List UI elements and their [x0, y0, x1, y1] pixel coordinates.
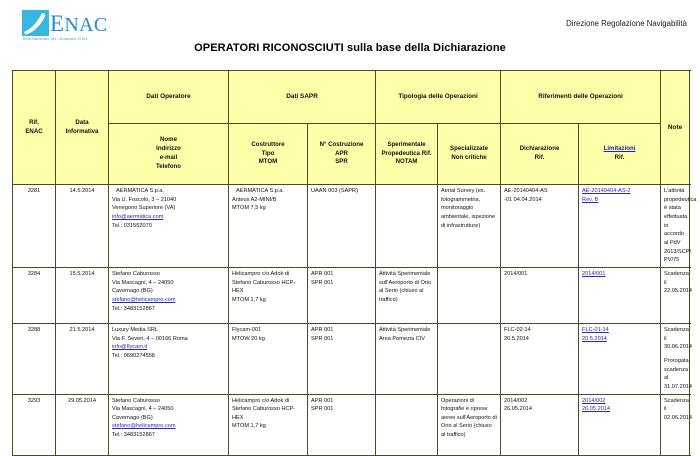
cell-limitazioni: [579, 185, 661, 268]
header-specializzate-line1: Specializzate: [450, 145, 488, 153]
header-n-costruzione-line3: SPR: [335, 158, 348, 166]
n-costruzione-line2: SPR 001: [311, 335, 334, 342]
operator-phone: Tel.: 0690274558: [112, 352, 155, 359]
n-costruzione-line2: SPR 001: [311, 279, 334, 286]
sapr-manufacturer: AERMATICA S.p.a.: [236, 188, 285, 194]
header-rif-enac-line2: ENAC: [25, 127, 43, 135]
cell-sperimentale: Attività Sperimentale sull'Aeroporto di Orio al Serio (chiuso al traffico): [376, 267, 438, 323]
header-specializzate-line2: Non critiche: [451, 154, 487, 161]
operator-phone: Tel.: 031552070: [112, 222, 152, 229]
enac-logo-rest: NAC: [64, 14, 108, 36]
note-line2: 30.06.2014: [664, 344, 693, 351]
limitazioni-link-line1[interactable]: AE-20140404-AS-2: [582, 188, 631, 194]
limitazioni-link-line2[interactable]: 26.05.2014: [582, 406, 611, 413]
header-costruttore-line1: Costruttore: [251, 140, 285, 148]
cell-rif-enac: 3284: [13, 267, 56, 323]
cell-n-costruzione: [308, 185, 376, 268]
cell-note: [661, 323, 693, 394]
header-email: e-mail: [159, 154, 178, 161]
cell-specializzate: [438, 267, 501, 323]
operator-address-line1: Via Mascagni, 4 – 24050: [112, 406, 174, 413]
header-group-dati-sapr: Dati SAPR: [229, 71, 376, 124]
cell-n-costruzione: [308, 323, 376, 394]
operator-address-line1: Via U. Foscolo, 3 – 21040: [112, 196, 177, 203]
cell-dichiarazione: [501, 185, 579, 268]
n-costruzione-line1: APR 001: [311, 397, 334, 404]
cell-specializzate: [438, 323, 501, 394]
operator-name: Stefano Caburosso: [112, 270, 160, 277]
cell-rif-enac: 3293: [13, 394, 56, 455]
header-dichiarazione: [501, 124, 579, 185]
sapr-type: Anteos A2-MINI/B: [232, 196, 277, 203]
operator-name: Stefano Caburosso: [112, 397, 160, 404]
header-rif-enac: [13, 71, 56, 185]
n-costruzione-line1: APR 001: [311, 270, 334, 277]
cell-specializzate: Aerial Survey (es. fotogrammetria, monitoraggio ambientale, ispezione di infrastrutture): [438, 185, 501, 268]
operator-email-link[interactable]: info@flycam.it: [112, 344, 148, 351]
dichiarazione-line1: 2014/002: [504, 397, 528, 404]
header-limitazioni-line2: Rif.: [614, 154, 625, 161]
operator-address-line1: Via Mascagni, 4 – 24050: [112, 279, 174, 286]
dichiarazione-line1: AE-20140404-AS: [504, 188, 548, 194]
sapr-mtom: MTOM 1,7 kg: [232, 423, 266, 430]
cell-limitazioni: [579, 267, 661, 323]
header-group-tipologia: Tipologia delle Operazioni: [376, 71, 501, 124]
limitazioni-link-line1[interactable]: 2014/002: [582, 397, 606, 404]
header-n-costruzione: [308, 124, 376, 185]
header-group-dati-operatore: Dati Operatore: [109, 71, 229, 124]
dichiarazione-line2: 20.5.2014: [504, 335, 529, 342]
dichiarazione-line1: 2014/001: [504, 270, 528, 277]
cell-operatore: [109, 185, 229, 268]
limitazioni-link-line2[interactable]: Rev. B: [582, 196, 599, 203]
cell-note: L'attività propedeutica è stata effettuata in accordo al PdV 2013/SCP/ PV/75: [661, 185, 690, 268]
note-line1: Scadenza il: [664, 326, 689, 342]
header-limitazioni-link[interactable]: Limitazioni: [603, 145, 636, 153]
header-sperimentale-line2: Propedeutica Rif.: [381, 149, 432, 157]
n-costruzione-line2: SPR 001: [311, 406, 334, 413]
note-line4: al 31.07.2014: [664, 375, 693, 390]
operator-phone: Tel.: 3483152867: [112, 305, 155, 312]
cell-dichiarazione: [501, 267, 579, 323]
enac-logo-mark-icon: [22, 10, 49, 36]
cell-data-informativa: 21.5.2014: [56, 323, 109, 394]
cell-rif-enac: 3281: [13, 185, 56, 268]
enac-logo-initial: E: [50, 11, 65, 36]
operators-table: [12, 70, 697, 456]
sapr-mtom: MTOM 7,5 kg: [232, 205, 266, 212]
header-group-riferimenti: Riferimenti delle Operazioni: [501, 71, 661, 124]
header-data-informativa-line1: Data: [75, 118, 89, 126]
cell-data-informativa: 14.5.2014: [56, 185, 109, 268]
operator-address-line2: Cavernago (BG): [112, 288, 153, 295]
n-costruzione-line1: UAAN 003 (SAPR): [311, 188, 358, 194]
cell-data-informativa: 29.05.2014: [56, 394, 109, 455]
header-costruttore-line2: Tipo: [261, 149, 275, 157]
table-header-sub-row: [13, 124, 690, 185]
operator-address-line2: Venegono Superiore (VA): [112, 205, 176, 212]
operator-name: AERMATICA S.p.a.: [116, 188, 165, 194]
sapr-manufacturer: Helicampro c/o Adok di: [232, 270, 290, 277]
dichiarazione-line1: FLC-02-14: [504, 326, 531, 333]
sapr-manufacturer: Helicampro c/o Adok di: [232, 397, 290, 404]
cell-operatore: [109, 267, 229, 323]
sapr-type: Stefano Caburosso HCP-HEX: [232, 279, 296, 295]
header-nome-indirizzo-email-telefono: [109, 124, 229, 185]
cell-sapr: [229, 323, 308, 394]
cell-note: Scadenza il 02.06.2014: [661, 394, 690, 455]
enac-logo-subtitle: Ente Nazionale per l'Aviazione Civile: [23, 37, 88, 41]
limitazioni-link-line1[interactable]: FLC-01-14: [582, 326, 609, 333]
header-note: Note: [661, 71, 690, 185]
cell-data-informativa: 15.5.2014: [56, 267, 109, 323]
operator-email-link[interactable]: stefano@helicampro.com: [112, 423, 176, 430]
cell-sapr: [229, 267, 308, 323]
operator-phone: Tel.: 3483152867: [112, 432, 155, 439]
header-dichiarazione-line2: Rif.: [534, 154, 545, 161]
operator-email-link[interactable]: info@aermatica.com: [112, 213, 164, 220]
cell-rif-enac: 3288: [13, 323, 56, 394]
limitazioni-link-line2[interactable]: 20.5.2014: [582, 335, 607, 342]
operator-address-line2: Cavernago (BG): [112, 414, 153, 421]
page-title: OPERATORI RICONOSCIUTI sulla base della Dichiarazione: [194, 42, 506, 54]
operators-table-container: [12, 70, 697, 456]
department-title: Direzione Regolazione Navigabilità: [566, 19, 687, 28]
sapr-mtom: MTOM 1,7 kg: [232, 296, 266, 303]
limitazioni-link-line1[interactable]: 2014/001: [582, 270, 606, 277]
cell-specializzate: Operazioni di fotografie e riprese aeree sull'Aeroporto di Orio al Serio (chiuso al traffico): [438, 394, 501, 455]
n-costruzione-line1: APR 001: [311, 326, 334, 333]
cell-dichiarazione: [501, 323, 579, 394]
page-header: [0, 0, 700, 41]
operator-address-line1: Via F. Severi, 4 – 00166 Roma: [112, 335, 188, 342]
header-data-informativa-line2: Informativa: [65, 127, 99, 135]
header-dichiarazione-line1: Dichiarazione: [519, 145, 560, 153]
cell-note: Scadenza il 22.05.2014: [661, 267, 690, 323]
header-sperimentale-line1: Sperimentale: [387, 140, 426, 148]
table-row: [13, 323, 690, 394]
header-specializzate: [438, 124, 501, 185]
cell-sperimentale: Attività Sperimentale Area Pomezia CIV: [376, 323, 438, 394]
header-indirizzo: Indirizzo: [156, 145, 181, 153]
cell-sapr: [229, 185, 308, 268]
cell-operatore: [109, 323, 229, 394]
header-n-costruzione-line2: APR: [335, 149, 348, 157]
operator-email-link[interactable]: stefano@helicampro.com: [112, 296, 176, 303]
table-header-group-row: [13, 71, 690, 124]
header-sperimentale: [376, 124, 438, 185]
cell-limitazioni: [579, 323, 661, 394]
header-data-informativa: [56, 71, 109, 185]
sapr-type: Stefano Caburosso HCP-HEX: [232, 406, 296, 421]
header-nome: Nome: [160, 136, 177, 144]
header-telefono: Telefono: [156, 162, 181, 170]
header-rif-enac-line1: Rif.: [29, 118, 39, 126]
note-line3: Prorogata scadenza: [664, 357, 689, 373]
header-costruttore-line3: MTOM: [258, 158, 278, 166]
dichiarazione-line2: -01 04.04.2014: [504, 196, 542, 203]
enac-logo: [22, 10, 122, 42]
header-sperimentale-line3: NOTAM: [395, 158, 418, 166]
table-row: [13, 185, 690, 268]
operator-name: Luxury Media SRL: [112, 326, 159, 333]
table-row: [13, 267, 690, 323]
sapr-type: MTOW 20 kg: [232, 335, 265, 342]
cell-n-costruzione: [308, 267, 376, 323]
header-n-costruzione-line1: N° Costruzione: [319, 140, 364, 148]
cell-sperimentale: [376, 185, 438, 268]
enac-logo-wordmark: [50, 11, 108, 37]
dichiarazione-line2: 26.05.2014: [504, 406, 533, 413]
header-limitazioni: [579, 124, 661, 185]
header-costruttore: [229, 124, 308, 185]
sapr-manufacturer: Flycam-001: [232, 326, 262, 333]
